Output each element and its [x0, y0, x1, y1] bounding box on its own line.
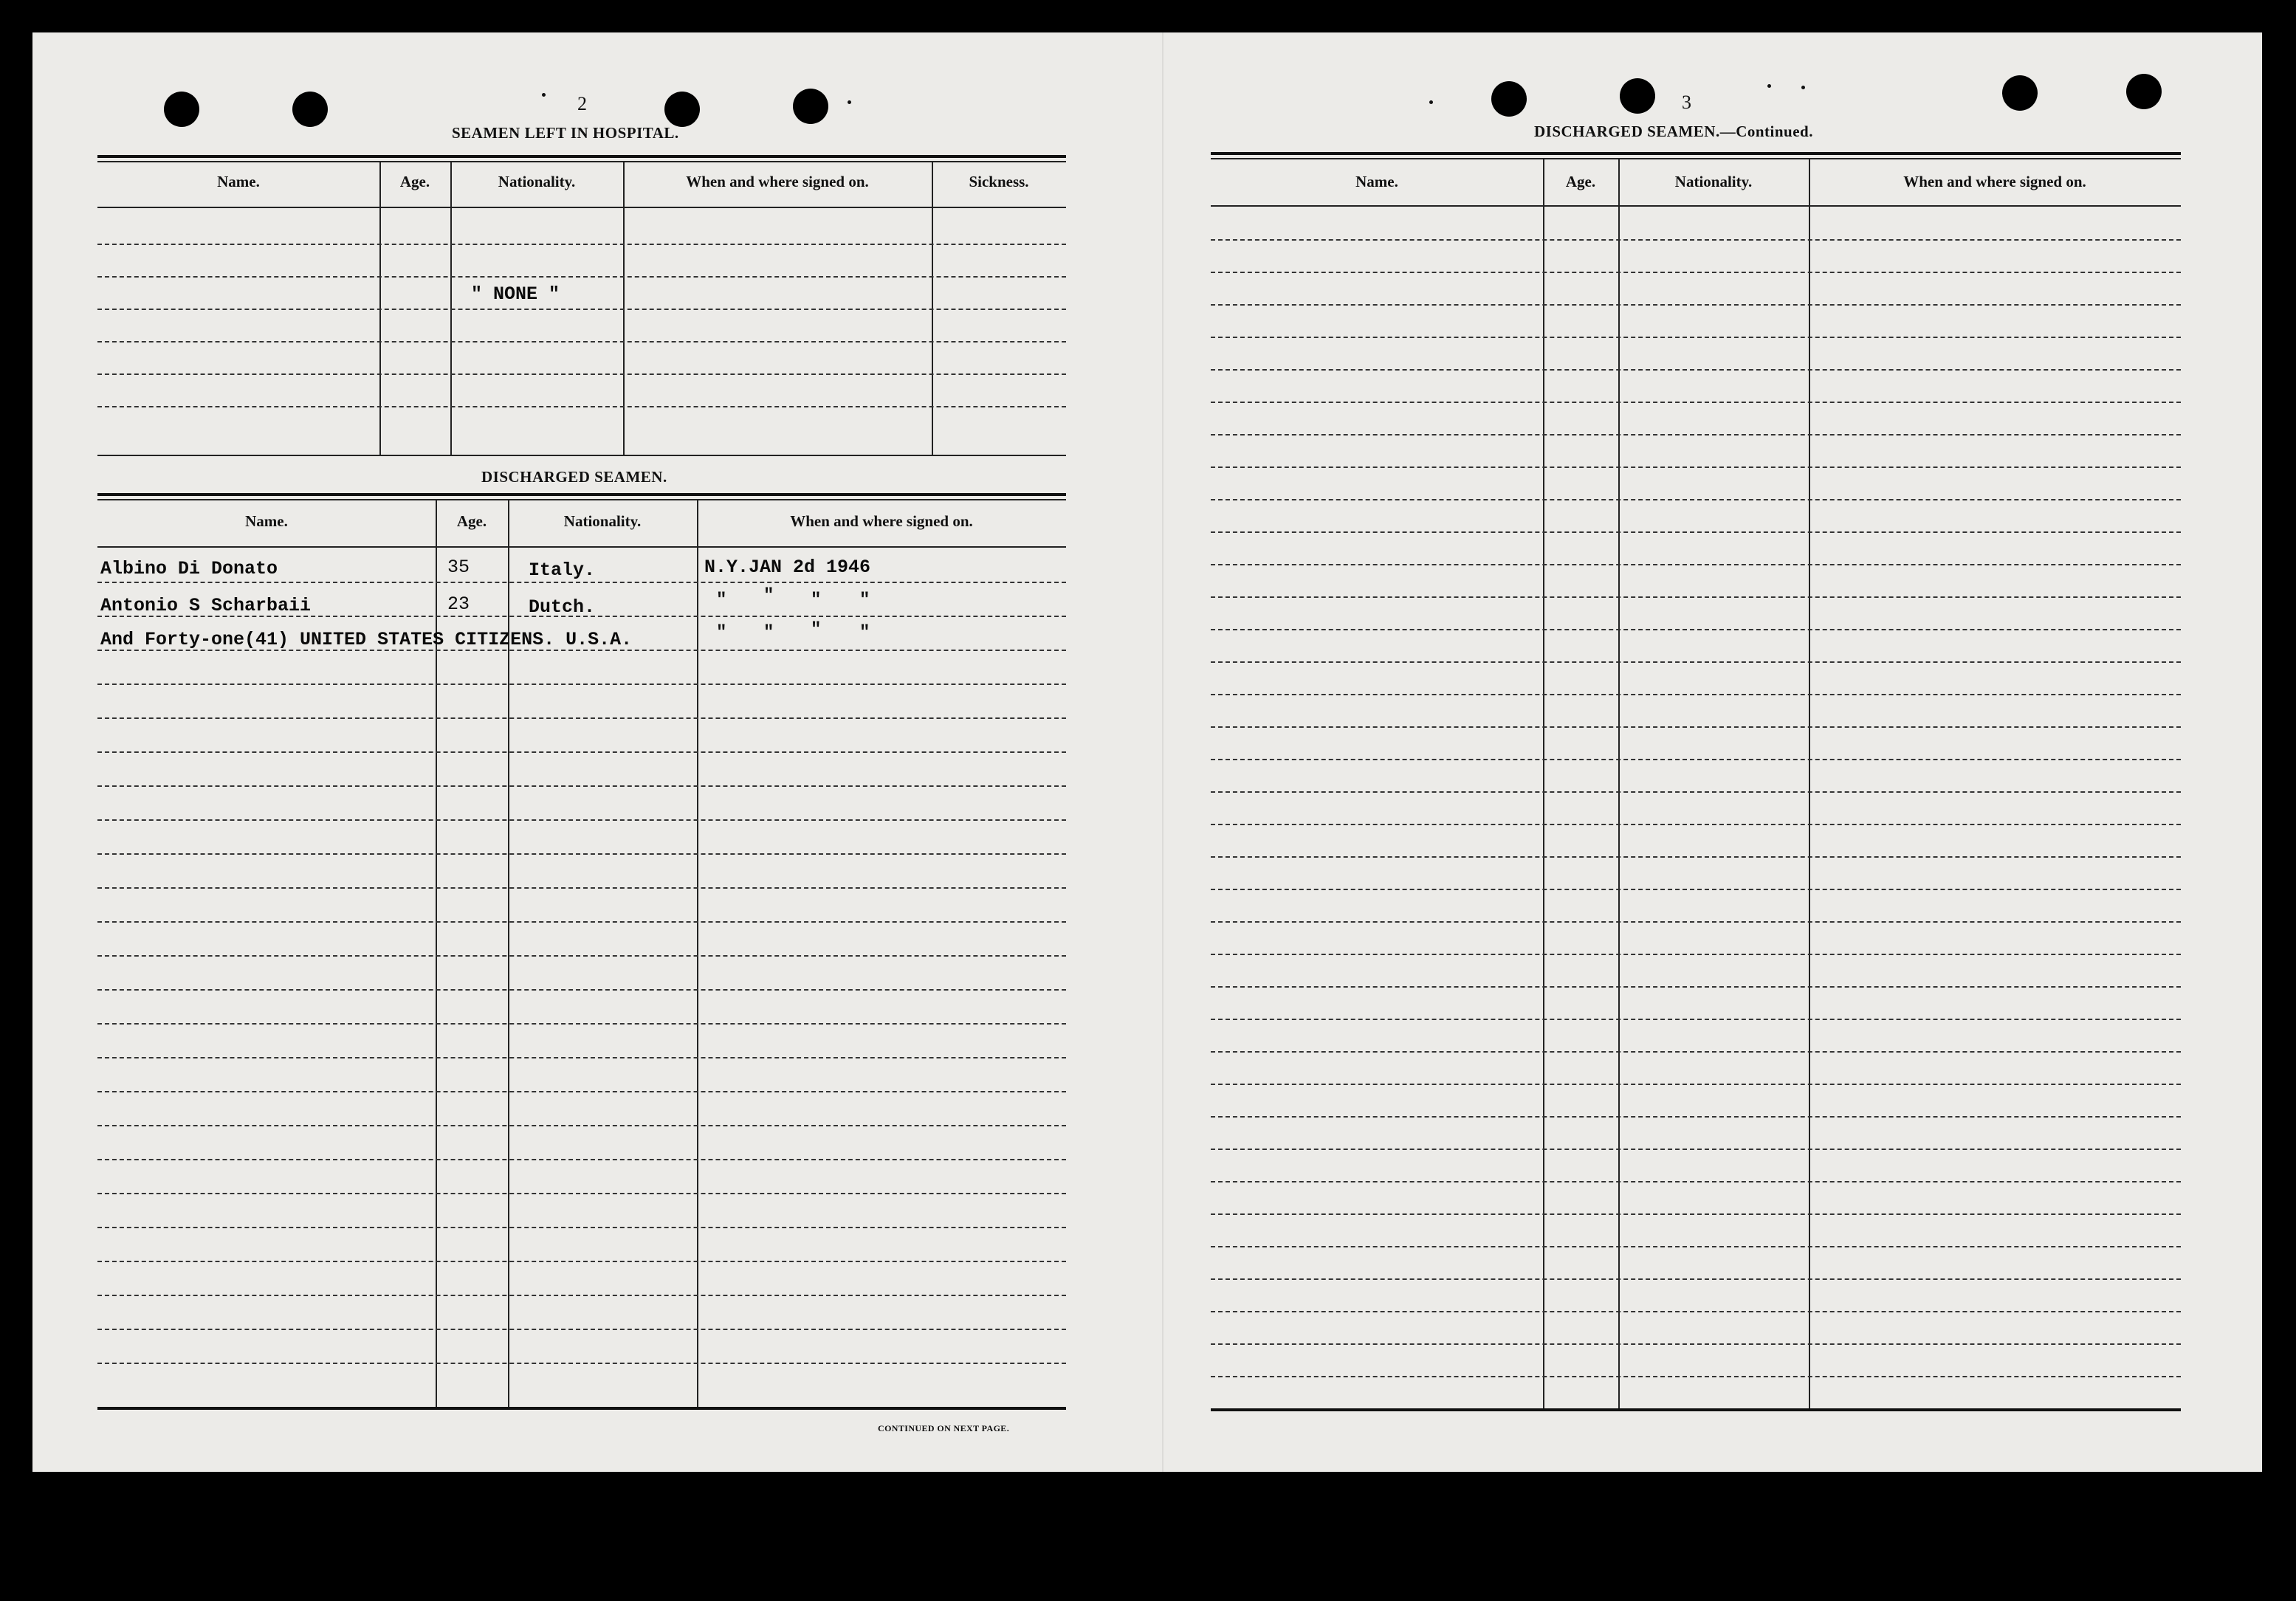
punch-hole — [164, 92, 199, 127]
ruled-line — [1211, 986, 2181, 988]
ruled-line — [1211, 889, 2181, 890]
ruled-line — [1211, 1278, 2181, 1280]
column-header-nationality: Nationality. — [1674, 173, 1753, 190]
ruled-line — [1211, 1311, 2181, 1312]
ruled-line — [1211, 954, 2181, 955]
ruled-line — [97, 751, 1066, 753]
ruled-line — [97, 1329, 1066, 1330]
ruled-line — [97, 819, 1066, 821]
page-number: 2 — [577, 93, 587, 114]
ruled-line — [97, 582, 1066, 583]
ruled-line — [1211, 1116, 2181, 1118]
seaman-name: Antonio S Scharbaii — [100, 595, 312, 616]
ditto-mark: " — [716, 623, 727, 643]
summary-line: And Forty-one(41) UNITED STATES CITIZENS. U.S.A. — [100, 629, 633, 650]
ruled-line — [1211, 1213, 2181, 1215]
ruled-line — [97, 276, 1066, 278]
ruled-line — [97, 1023, 1066, 1025]
ruled-line — [97, 309, 1066, 310]
ruled-line — [1211, 1051, 2181, 1053]
column-header-sickness: Sickness. — [969, 173, 1029, 190]
ruled-line — [97, 1159, 1066, 1160]
ruled-line — [1211, 531, 2181, 533]
ditto-mark: " — [763, 623, 774, 643]
ditto-mark: " — [811, 620, 822, 640]
column-header-name: Name. — [245, 512, 288, 530]
ruled-line — [97, 244, 1066, 245]
discharged-section-title: DISCHARGED SEAMEN. — [481, 468, 667, 486]
ruled-line — [97, 1193, 1066, 1194]
ruled-line — [1211, 726, 2181, 728]
ruled-line — [1211, 791, 2181, 793]
ruled-line — [1211, 856, 2181, 858]
punch-hole — [664, 92, 700, 127]
ruled-line — [97, 1125, 1066, 1126]
punch-hole — [793, 89, 828, 124]
ditto-mark: " — [811, 591, 822, 610]
column-header-nationality: Nationality. — [563, 512, 642, 530]
seaman-age: 35 — [447, 557, 470, 578]
ruled-line — [1211, 1343, 2181, 1345]
ruled-line — [1211, 564, 2181, 565]
ruled-line — [97, 785, 1066, 787]
column-header-age: Age. — [1565, 173, 1596, 190]
ruled-line — [97, 1295, 1066, 1296]
column-header-nationality: Nationality. — [498, 173, 576, 190]
ruled-line — [1211, 921, 2181, 923]
ruled-line — [1211, 466, 2181, 468]
ruled-line — [97, 1091, 1066, 1092]
ruled-line — [1211, 499, 2181, 500]
ruled-line — [1211, 272, 2181, 273]
punch-hole — [2002, 75, 2038, 111]
hospital-none-entry: " NONE " — [471, 283, 560, 305]
column-header-signed-on: When and where signed on. — [790, 512, 973, 530]
column-header-name: Name. — [217, 173, 260, 190]
ditto-mark: " — [859, 623, 870, 643]
ruled-line — [1211, 369, 2181, 371]
ruled-line — [97, 853, 1066, 855]
column-header-signed-on: When and where signed on. — [1903, 173, 2086, 190]
ruled-line — [1211, 434, 2181, 435]
seaman-age: 23 — [447, 593, 470, 615]
ruled-line — [1211, 239, 2181, 241]
punch-hole — [292, 92, 328, 127]
seaman-name: Albino Di Donato — [100, 558, 278, 579]
page-number: 3 — [1682, 92, 1691, 113]
column-header-age: Age. — [399, 173, 430, 190]
ruled-line — [97, 1227, 1066, 1228]
ruled-line — [97, 1057, 1066, 1058]
seaman-nationality: Dutch. — [529, 596, 596, 618]
ruled-line — [1211, 337, 2181, 338]
discharged-continued-title: DISCHARGED SEAMEN.—Continued. — [1534, 123, 1813, 140]
ruled-line — [1211, 1019, 2181, 1020]
ruled-line — [97, 989, 1066, 991]
ruled-line — [97, 717, 1066, 719]
ruled-line — [97, 1363, 1066, 1364]
seaman-nationality: Italy. — [529, 560, 596, 581]
ditto-mark: " — [859, 591, 870, 610]
ruled-line — [1211, 1181, 2181, 1182]
ruled-line — [1211, 402, 2181, 403]
punch-hole — [1620, 78, 1655, 114]
ruled-line — [1211, 629, 2181, 630]
ruled-line — [97, 955, 1066, 957]
punch-hole — [1491, 81, 1527, 117]
seaman-signed-on: N.Y.JAN 2d 1946 — [704, 557, 871, 578]
ruled-line — [97, 684, 1066, 685]
ruled-line — [1211, 759, 2181, 760]
ruled-line — [97, 406, 1066, 407]
punch-hole — [2126, 74, 2162, 109]
ruled-line — [97, 373, 1066, 375]
ruled-line — [1211, 304, 2181, 306]
column-header-signed-on: When and where signed on. — [686, 173, 869, 190]
ruled-line — [1211, 824, 2181, 825]
ruled-line — [97, 921, 1066, 923]
column-header-age: Age. — [456, 512, 487, 530]
ruled-line — [1211, 1246, 2181, 1247]
ruled-line — [1211, 1084, 2181, 1085]
ruled-line — [1211, 1376, 2181, 1377]
ruled-line — [1211, 661, 2181, 663]
ruled-line — [1211, 596, 2181, 598]
ruled-line — [97, 887, 1066, 889]
ruled-line — [97, 1261, 1066, 1262]
ditto-mark: " — [763, 586, 774, 606]
page-fold — [1162, 32, 1164, 1472]
ruled-line — [1211, 1149, 2181, 1150]
hospital-section-title: SEAMEN LEFT IN HOSPITAL. — [452, 124, 679, 142]
ditto-mark: " — [716, 591, 727, 610]
manifest-sheet — [32, 32, 2262, 1472]
ruled-line — [97, 341, 1066, 342]
continued-footer: CONTINUED ON NEXT PAGE. — [878, 1423, 1010, 1433]
column-header-name: Name. — [1355, 173, 1398, 190]
ruled-line — [1211, 694, 2181, 695]
